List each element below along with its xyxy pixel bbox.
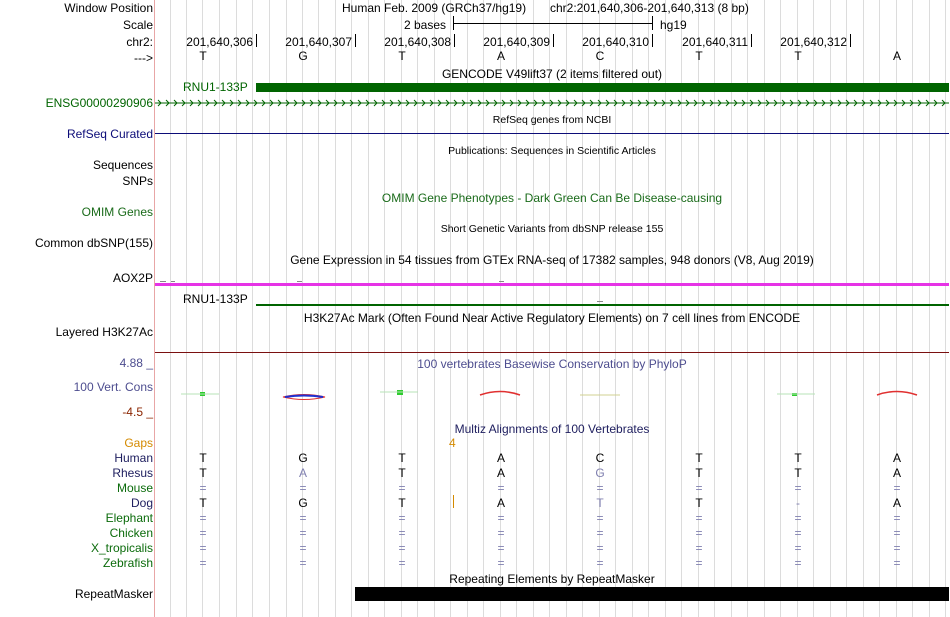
alignment-base: = <box>596 526 604 540</box>
alignment-base: G <box>298 451 308 465</box>
assembly-name: Human Feb. 2009 (GRCh37/hg19) <box>342 1 527 15</box>
alignment-base: T <box>794 466 802 480</box>
rnu1-133p-gtex-line[interactable] <box>256 304 949 306</box>
alignment-base: = <box>497 511 505 525</box>
guide-line <box>417 0 418 617</box>
window-position-value: chr2:201,640,306-201,640,313 (8 bp) <box>550 1 749 15</box>
gtex-tick-mark <box>171 281 175 282</box>
alignment-base: = <box>794 541 802 555</box>
species-label-chicken[interactable]: Chicken <box>109 526 153 540</box>
alignment-base: = <box>199 511 207 525</box>
phylop-conservation-plot[interactable] <box>155 385 949 407</box>
guide-line <box>747 0 748 617</box>
dna-base: A <box>892 49 901 63</box>
alignment-base: = <box>199 556 207 570</box>
alignment-base: T <box>398 496 406 510</box>
guide-line <box>945 0 946 617</box>
guide-line <box>566 0 567 617</box>
alignment-base: = <box>596 481 604 495</box>
alignment-base: = <box>695 556 703 570</box>
refseq-gene-line[interactable] <box>155 133 949 134</box>
alignment-base: T <box>199 466 207 480</box>
alignment-base: = <box>596 511 604 525</box>
guide-line <box>450 0 451 617</box>
dna-base: T <box>794 49 802 63</box>
scale-db: hg19 <box>660 18 687 32</box>
dbsnp-track-title: Short Genetic Variants from dbSNP release 155 <box>440 223 664 235</box>
alignment-base: = <box>199 541 207 555</box>
gencode-gene-label[interactable]: RNU1-133P <box>183 80 248 94</box>
alignment-base: = <box>794 526 802 540</box>
alignment-base: T <box>695 451 703 465</box>
coordinate-label: 201,640,312 <box>780 35 847 49</box>
dna-base: A <box>496 49 505 63</box>
alignment-base: = <box>299 511 307 525</box>
coordinate-tick <box>454 34 455 47</box>
species-label-human[interactable]: Human <box>114 451 153 465</box>
coordinate-tick <box>652 34 653 47</box>
guide-line <box>929 0 930 617</box>
alignment-base: = <box>596 556 604 570</box>
guide-line <box>516 0 517 617</box>
guide-line <box>632 0 633 617</box>
guide-line <box>665 0 666 617</box>
species-label-x_tropicalis[interactable]: X_tropicalis <box>90 541 153 555</box>
guide-line <box>846 0 847 617</box>
scale-text: 2 bases <box>404 18 447 32</box>
guide-line <box>863 0 864 617</box>
h3k27ac-signal-line[interactable] <box>155 352 949 353</box>
alignment-base: = <box>398 511 406 525</box>
guide-line <box>615 0 616 617</box>
label-window-position: Window Position <box>64 1 153 15</box>
species-label-rhesus[interactable]: Rhesus <box>112 466 153 480</box>
alignment-base: - <box>796 496 800 510</box>
guide-line <box>912 0 913 617</box>
repeat-element-bar[interactable] <box>355 587 949 601</box>
dna-base: T <box>398 49 406 63</box>
species-label-mouse[interactable]: Mouse <box>116 481 153 495</box>
guide-line <box>879 0 880 617</box>
species-label-dog[interactable]: Dog <box>130 496 153 510</box>
label-cons-max: 4.88 _ <box>119 356 153 370</box>
coordinate-label: 201,640,307 <box>285 35 352 49</box>
alignment-base: = <box>199 481 207 495</box>
alignment-base: = <box>299 481 307 495</box>
scale-bar-right-tick <box>652 16 653 30</box>
guide-line <box>368 0 369 617</box>
alignment-base: = <box>497 526 505 540</box>
alignment-base: T <box>695 466 703 480</box>
alignment-base: = <box>596 541 604 555</box>
alignment-base: = <box>794 556 802 570</box>
alignment-base: G <box>298 496 308 510</box>
label-gaps: Gaps <box>124 436 153 450</box>
ensg-transcript-arrows[interactable] <box>155 98 949 108</box>
guide-line <box>714 0 715 617</box>
alignment-base: = <box>398 481 406 495</box>
alignment-base: = <box>695 511 703 525</box>
guide-line <box>384 0 385 617</box>
alignment-base: A <box>892 496 901 510</box>
coordinate-tick <box>256 34 257 47</box>
guide-line <box>467 0 468 617</box>
multiz-track-title: Multiz Alignments of 100 Vertebrates <box>454 422 650 436</box>
coordinate-label: 201,640,310 <box>582 35 649 49</box>
alignment-base: A <box>892 466 901 480</box>
label-ensg[interactable]: ENSG00000290906 <box>45 96 153 110</box>
coordinate-tick <box>751 34 752 47</box>
label-scale: Scale <box>122 18 153 32</box>
alignment-base: = <box>893 526 901 540</box>
alignment-base: = <box>398 526 406 540</box>
alignment-base: = <box>299 556 307 570</box>
aox2p-expression-bar[interactable] <box>155 283 949 286</box>
dog-gap-marker <box>453 495 454 508</box>
refseq-track-title: RefSeq genes from NCBI <box>492 114 612 126</box>
gtex-gene-label[interactable]: RNU1-133P <box>183 292 248 306</box>
gtex-tick-mark <box>160 281 166 282</box>
alignment-base: = <box>299 541 307 555</box>
alignment-base: = <box>695 481 703 495</box>
alignment-base: A <box>496 466 505 480</box>
coordinate-tick <box>553 34 554 47</box>
alignment-base: = <box>398 556 406 570</box>
gtex-tick-mark <box>297 281 302 282</box>
alignment-base: = <box>893 481 901 495</box>
alignment-base: = <box>299 526 307 540</box>
alignment-base: A <box>496 451 505 465</box>
guide-line <box>582 0 583 617</box>
coordinate-label: 201,640,311 <box>682 35 748 49</box>
alignment-base: = <box>695 541 703 555</box>
guide-line <box>648 0 649 617</box>
guide-line <box>681 0 682 617</box>
label-omim-genes[interactable]: OMIM Genes <box>81 205 153 219</box>
alignment-base: = <box>695 526 703 540</box>
rnu1-133p-gene-bar[interactable] <box>256 83 949 92</box>
guide-line <box>533 0 534 617</box>
guide-line <box>483 0 484 617</box>
species-label-zebrafish[interactable]: Zebrafish <box>102 556 153 570</box>
alignment-base: A <box>298 466 307 480</box>
publications-track-title: Publications: Sequences in Scientific Articles <box>448 145 656 157</box>
dna-base: T <box>695 49 703 63</box>
alignment-base: = <box>199 526 207 540</box>
alignment-base: G <box>595 466 605 480</box>
guide-line <box>830 0 831 617</box>
guide-line <box>434 0 435 617</box>
alignment-base: = <box>893 541 901 555</box>
alignment-base: T <box>794 451 802 465</box>
guide-line <box>731 0 732 617</box>
label-layered-h3k27ac[interactable]: Layered H3K27Ac <box>55 325 153 339</box>
dna-base: C <box>595 49 605 63</box>
coordinate-label: 201,640,309 <box>483 35 550 49</box>
alignment-base: = <box>893 556 901 570</box>
dna-base: T <box>199 49 207 63</box>
gtex-track-title: Gene Expression in 54 tissues from GTEx RNA-seq of 17382 samples, 948 donors (V8, Aug 2019) <box>290 253 814 267</box>
guide-line <box>286 0 287 617</box>
phylop-track-title: 100 vertebrates Basewise Conservation by PhyloP <box>417 357 687 371</box>
label-strand-arrow: ---> <box>134 51 153 65</box>
alignment-base: T <box>199 451 207 465</box>
alignment-base: = <box>794 511 802 525</box>
guide-line <box>252 0 253 617</box>
label-repeatmasker[interactable]: RepeatMasker <box>74 587 153 601</box>
alignment-base: T <box>695 496 703 510</box>
species-label-elephant[interactable]: Elephant <box>105 511 153 525</box>
alignment-base: T <box>596 496 604 510</box>
label-sequences[interactable]: Sequences <box>92 158 153 172</box>
omim-track-title: OMIM Gene Phenotypes - Dark Green Can Be Disease-causing <box>381 191 723 205</box>
repeatmasker-track-title: Repeating Elements by RepeatMasker <box>449 572 655 586</box>
gtex-tick-mark <box>597 301 603 302</box>
label-common-dbsnp[interactable]: Common dbSNP(155) <box>34 236 153 250</box>
guide-line <box>335 0 336 617</box>
guide-line <box>764 0 765 617</box>
gap-count: 4 <box>449 436 456 450</box>
alignment-base: T <box>199 496 207 510</box>
label-cons-min: -4.5 _ <box>122 405 153 419</box>
dna-base: G <box>298 49 308 63</box>
alignment-base: = <box>893 511 901 525</box>
label-snps[interactable]: SNPs <box>122 174 153 188</box>
guide-line <box>780 0 781 617</box>
coordinate-tick <box>355 34 356 47</box>
guide-line <box>351 0 352 617</box>
guide-line <box>170 0 171 617</box>
guide-line <box>549 0 550 617</box>
alignment-base: = <box>497 556 505 570</box>
guide-line <box>318 0 319 617</box>
gencode-track-title: GENCODE V49lift37 (2 items filtered out) <box>441 67 663 81</box>
alignment-base: A <box>496 496 505 510</box>
alignment-base: C <box>595 451 605 465</box>
guide-line <box>813 0 814 617</box>
alignment-base: = <box>497 541 505 555</box>
alignment-base: T <box>398 466 406 480</box>
scale-bar <box>453 23 652 24</box>
label-vert-cons[interactable]: 100 Vert. Cons <box>73 380 153 394</box>
coordinate-tick <box>850 34 851 47</box>
label-refseq-curated[interactable]: RefSeq Curated <box>66 127 153 141</box>
coordinate-label: 201,640,306 <box>186 35 253 49</box>
alignment-base: T <box>398 451 406 465</box>
label-aox2p[interactable]: AOX2P <box>112 271 153 285</box>
alignment-base: = <box>794 481 802 495</box>
alignment-base: = <box>497 481 505 495</box>
h3k27ac-track-title: H3K27Ac Mark (Often Found Near Active Regulatory Elements) on 7 cell lines from ENCODE <box>303 311 801 325</box>
label-divider <box>154 0 155 617</box>
coordinate-label: 201,640,308 <box>384 35 451 49</box>
alignment-base: = <box>398 541 406 555</box>
label-chrom: chr2: <box>126 35 153 49</box>
alignment-base: A <box>892 451 901 465</box>
gtex-tick-mark <box>499 281 504 282</box>
guide-line <box>269 0 270 617</box>
